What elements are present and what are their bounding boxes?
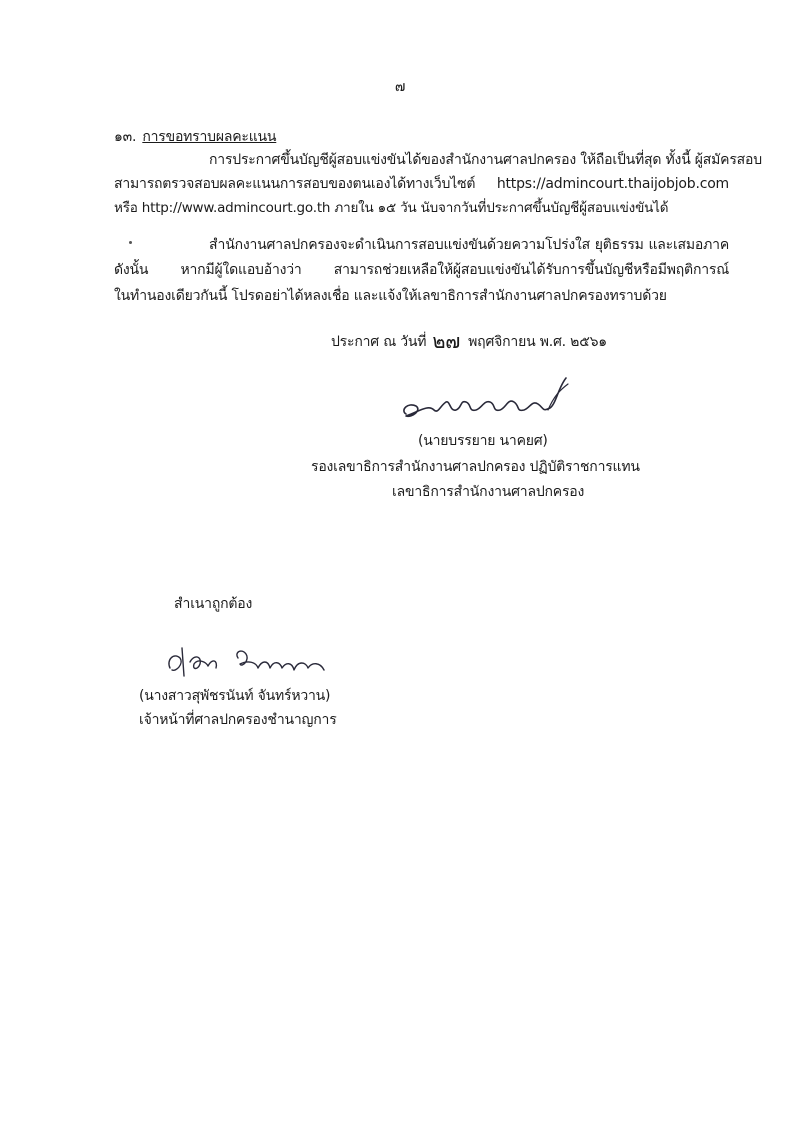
signatory-name: (นายบรรยาย นาคยศ) xyxy=(418,433,548,449)
section-heading xyxy=(114,128,276,146)
paragraph1-line2: สามารถตรวจสอบผลคะแนนการสอบของตนเองได้ทางเว็บไซต์ https://admincourt.thaijobjob.com xyxy=(114,176,729,192)
signatory-position-line2: เลขาธิการสำนักงานศาลปกครอง xyxy=(392,484,585,500)
certified-copy-label: สำเนาถูกต้อง xyxy=(174,596,253,612)
signatory-position-line1: รองเลขาธิการสำนักงานศาลปกครอง ปฏิบัติราชการแทน xyxy=(311,459,640,475)
paragraph2-line1: สำนักงานศาลปกครองจะดำเนินการสอบแข่งขันด้วยความโปร่งใส ยุติธรรม และเสมอภาค xyxy=(209,237,729,253)
paragraph1-line1: การประกาศขึ้นบัญชีผู้สอบแข่งขันได้ของสำนักงานศาลปกครอง ให้ถือเป็นที่สุด ทั้งนี้ ผู้สมัครสอบ xyxy=(209,152,762,168)
section-title: การขอทราบผลคะแนน xyxy=(142,129,277,145)
paragraph1-line3: หรือ http://www.admincourt.go.th ภายใน ๑๕ วัน นับจากวันที่ประกาศขึ้นบัญชีผู้สอบแข่งขันได้ xyxy=(114,200,669,216)
stray-dot xyxy=(129,241,132,244)
paragraph2-line3: ในทำนองเดียวกันนี้ โปรดอย่าได้หลงเชื่อ และแจ้งให้เลขาธิการสำนักงานศาลปกครองทราบด้วย xyxy=(114,288,667,304)
paragraph2-line2: ดังนั้น หากมีผู้ใดแอบอ้างว่า สามารถช่วยเหลือให้ผู้สอบแข่งขันได้รับการขึ้นบัญชีหรือมีพฤติการณ์ xyxy=(114,262,729,278)
announcement-date xyxy=(331,330,607,351)
announcement-month-year: พฤศจิกายน พ.ศ. ๒๕๖๑ xyxy=(468,334,607,350)
officer-signature xyxy=(160,638,340,683)
page-number: ๗ xyxy=(394,79,406,95)
announcement-day: ๒๗ xyxy=(432,329,461,353)
officer-position: เจ้าหน้าที่ศาลปกครองชำนาญการ xyxy=(139,712,337,728)
signatory-signature xyxy=(398,372,588,434)
announcement-prefix: ประกาศ ณ วันที่ xyxy=(331,334,427,350)
officer-name: (นางสาวสุพัชรนันท์ จันทร์หวาน) xyxy=(139,688,331,704)
section-number: ๑๓. xyxy=(114,129,137,145)
